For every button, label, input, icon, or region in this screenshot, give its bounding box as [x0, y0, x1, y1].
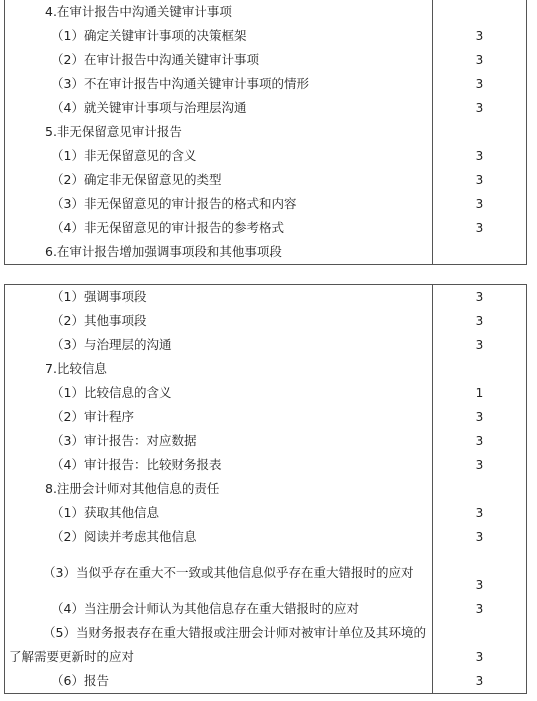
table-row — [5, 144, 527, 168]
item-score: 3 — [433, 309, 527, 333]
table-row — [5, 525, 527, 549]
item-score: 3 — [433, 525, 527, 549]
table-row — [5, 405, 527, 429]
table-row — [5, 72, 527, 96]
table-row — [5, 192, 527, 216]
item-label: （3）与治理层的沟通 — [5, 333, 433, 357]
item-score — [433, 357, 527, 381]
item-score: 3 — [433, 597, 527, 621]
item-label: （1）获取其他信息 — [5, 501, 433, 525]
item-score — [433, 120, 527, 144]
item-score — [433, 477, 527, 501]
table-row — [5, 24, 527, 48]
item-label: （2）确定非无保留意见的类型 — [5, 168, 433, 192]
item-label: （2）其他事项段 — [5, 309, 433, 333]
item-label: （4）非无保留意见的审计报告的参考格式 — [5, 216, 433, 240]
item-score: 3 — [433, 429, 527, 453]
syllabus-table-bottom — [4, 284, 527, 694]
section-heading: 8.注册会计师对其他信息的责任 — [5, 477, 433, 501]
item-label: （3）不在审计报告中沟通关键审计事项的情形 — [5, 72, 433, 96]
item-score: 3 — [433, 48, 527, 72]
item-score: 3 — [433, 96, 527, 120]
item-label: （1）强调事项段 — [5, 285, 433, 310]
item-label: （2）在审计报告中沟通关键审计事项 — [5, 48, 433, 72]
table-row — [5, 216, 527, 240]
item-label: （3）当似乎存在重大不一致或其他信息似乎存在重大错报时的应对 — [5, 549, 433, 597]
item-score — [433, 0, 527, 24]
item-score: 3 — [433, 405, 527, 429]
table-row — [5, 309, 527, 333]
table-bottom-body — [5, 285, 527, 694]
item-score: 3 — [433, 621, 527, 669]
table-row — [5, 381, 527, 405]
item-score: 3 — [433, 453, 527, 477]
table-row — [5, 333, 527, 357]
item-score: 3 — [433, 72, 527, 96]
table-row — [5, 168, 527, 192]
item-score: 3 — [433, 24, 527, 48]
table-row — [5, 549, 527, 597]
table-row — [5, 120, 527, 144]
table-row — [5, 429, 527, 453]
item-label: （4）审计报告：比较财务报表 — [5, 453, 433, 477]
item-label: （3）非无保留意见的审计报告的格式和内容 — [5, 192, 433, 216]
table-row — [5, 621, 527, 669]
section-heading: 7.比较信息 — [5, 357, 433, 381]
table-row — [5, 240, 527, 265]
section-heading: 5.非无保留意见审计报告 — [5, 120, 433, 144]
item-score: 3 — [433, 168, 527, 192]
item-score: 3 — [433, 501, 527, 525]
section-heading: 6.在审计报告增加强调事项段和其他事项段 — [5, 240, 433, 265]
item-score: 3 — [433, 144, 527, 168]
item-label: （4）就关键审计事项与治理层沟通 — [5, 96, 433, 120]
table-row — [5, 48, 527, 72]
item-score: 3 — [433, 333, 527, 357]
table-top-body — [5, 0, 527, 265]
item-label: （5）当财务报表存在重大错报或注册会计师对被审计单位及其环境的了解需要更新时的应对 — [5, 621, 433, 669]
item-label: （1）比较信息的含义 — [5, 381, 433, 405]
item-label: （3）审计报告：对应数据 — [5, 429, 433, 453]
table-row — [5, 597, 527, 621]
item-score: 3 — [433, 549, 527, 597]
table-row — [5, 501, 527, 525]
item-label: （4）当注册会计师认为其他信息存在重大错报时的应对 — [5, 597, 433, 621]
item-label: （2）阅读并考虑其他信息 — [5, 525, 433, 549]
item-label: （1）非无保留意见的含义 — [5, 144, 433, 168]
table-row — [5, 0, 527, 24]
syllabus-table-top — [4, 0, 527, 265]
item-score: 3 — [433, 216, 527, 240]
table-row — [5, 96, 527, 120]
table-row — [5, 357, 527, 381]
item-score: 3 — [433, 669, 527, 694]
item-score: 3 — [433, 285, 527, 310]
item-label: （1）确定关键审计事项的决策框架 — [5, 24, 433, 48]
item-score: 1 — [433, 381, 527, 405]
section-heading: 4.在审计报告中沟通关键审计事项 — [5, 0, 433, 24]
item-label: （6）报告 — [5, 669, 433, 694]
table-row — [5, 477, 527, 501]
table-row — [5, 285, 527, 310]
item-label: （2）审计程序 — [5, 405, 433, 429]
table-row — [5, 669, 527, 694]
table-row — [5, 453, 527, 477]
item-score: 3 — [433, 192, 527, 216]
item-score — [433, 240, 527, 265]
